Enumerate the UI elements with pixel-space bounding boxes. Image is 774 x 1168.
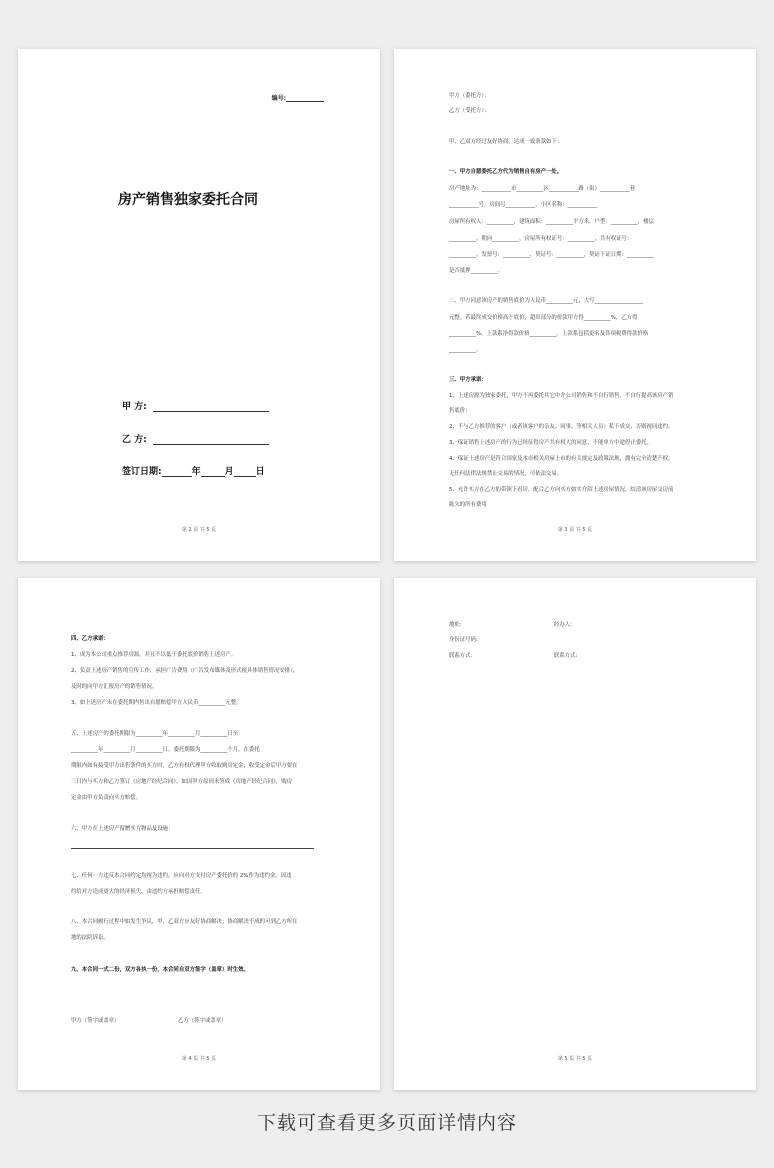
blank-line xyxy=(71,848,314,849)
page-number: 第 4 页 共 5 页 xyxy=(181,1056,217,1062)
contract-page-contacts xyxy=(394,578,756,1090)
section-heading: 三、甲方承诺： xyxy=(449,377,487,383)
text-line: 2、不与乙方推荐的客户（或者该客户的亲友、同事、等相关人员）私下成交，否则视同违约。 xyxy=(449,424,674,430)
text-line: 八、本合同履行过程中如发生争议，甲、乙双方应友好协商解决；协商解决不成的可到乙方所在 xyxy=(71,919,298,925)
section-heading: 一、甲方自愿委托乙方代为销售自有房产一处。 xyxy=(449,169,563,175)
contact-label-b: 联系方式: xyxy=(554,653,578,659)
signature-label-b: 乙方（签字或盖章） xyxy=(178,1018,227,1024)
text-line: ___________号，房间号___________，小区名称：___________ xyxy=(449,202,598,208)
text-line: 地的法院诉讼。 xyxy=(71,935,109,941)
text-line: 4、保证上述房产是符合国家及本市相关房屋上市的有关规定及政策法规，拥有完全清楚产权， xyxy=(449,456,674,462)
contract-page-terms-2 xyxy=(18,578,380,1090)
text-line: 七、任何一方违反本合同约定均视为违约，应向对方支付房产委托价的 2%作为违约金。因违 xyxy=(71,873,292,879)
agent-label: 经办人: xyxy=(554,622,572,628)
contract-page-terms-1 xyxy=(394,49,756,561)
text-line: 二、甲方同意该房产的销售底价为人民币__________元，大写__________________ xyxy=(449,298,644,304)
text-line: 1、上述房源为独家委托，甲方不再委托其它中介公司销售和不自行销售，不自行提高该房产销 xyxy=(449,393,674,399)
signature-label-a: 甲方（签字或盖章） xyxy=(71,1018,120,1024)
text-line: 期限内如有接受甲方出售条件的买方时，乙方有权代理甲方收取购房定金，收受定金后甲方要在 xyxy=(71,763,298,769)
address-label: 地址: xyxy=(449,622,462,628)
text-line: __________年__________月__________日。委托期限为__________个月。在委托 xyxy=(71,747,260,753)
text-line: 无任何法律法规禁止交易的情况，可依法交易。 xyxy=(449,471,563,477)
text-line: __________。 xyxy=(449,347,482,353)
sign-date-field: 签订日期: 年 月 日 xyxy=(122,467,265,477)
text-line: 3、如上述房产未在委托期内售出自愿赔偿甲方人民币__________元整。 xyxy=(71,700,242,706)
text-line: 约给对方造成更大的经济损失，由违约方承担赔偿责任。 xyxy=(71,889,206,895)
text-line: 元整。若最终成交价格高于底价，超出部分的价款甲方得__________%，乙方得 xyxy=(449,315,638,321)
contract-title: 房产销售独家委托合同 xyxy=(118,192,258,208)
text-line: 乙方（受托方）： xyxy=(449,108,490,114)
text-line: 甲方（委托方）： xyxy=(449,93,490,99)
party-a-field: 甲 方: xyxy=(122,399,269,412)
text-line: 五、上述房产的委托期限为__________年__________月__________日至 xyxy=(71,731,239,737)
text-line: 及时的向甲方汇报房产的销售情况。 xyxy=(71,684,158,690)
contact-label-a: 联系方式: xyxy=(449,653,473,659)
contract-number-field: 编号: xyxy=(272,93,324,102)
text-line: 定金由甲方负责向买方赔偿。 xyxy=(71,795,142,801)
text-line: 房产地址为：___________市__________区___________路（街）___________巷 xyxy=(449,186,635,192)
contract-cover-page xyxy=(18,49,380,561)
page-number: 第 5 页 共 5 页 xyxy=(557,1056,593,1062)
text-line: 2、负责上述房产销售的宣传工作，承担广告费用（广告发布媒体及形式视具体销售情况安排）， xyxy=(71,668,299,674)
text-line: 3、保证销售上述房产的行为已经征得房产共有权人的同意，不能单方中途停止委托。 xyxy=(449,440,652,446)
text-line: __________，发票号：__________，契证号：__________，契证下证日期：__________ xyxy=(449,252,654,258)
text-line: 甲、乙双方经过友好协商，达成一致条款如下： xyxy=(449,139,563,145)
page-number: 第 3 页 共 5 页 xyxy=(557,527,593,533)
text-line: 售底价； xyxy=(449,408,471,414)
text-line: 是否抵押__________。 xyxy=(449,268,503,274)
id-number-label: 身份证号码: xyxy=(449,637,478,643)
text-line: __________，朝向__________，房屋所有权证号：__________，共有权证号： xyxy=(449,236,633,242)
text-line: 房屋所有权人：__________，建筑面积：__________平方米，户型：__________，楼层 xyxy=(449,219,654,225)
text-line: 陈欠的所有费用 xyxy=(449,502,487,508)
page-number: 第 2 页 共 5 页 xyxy=(181,527,217,533)
section-heading: 九、本合同一式二份，双方各执一份，本合同自双方签字（盖章）时生效。 xyxy=(71,967,249,973)
party-b-field: 乙 方: xyxy=(122,432,269,445)
download-prompt-text: 下载可查看更多页面详情内容 xyxy=(256,1112,517,1134)
text-line: 1、成为本公司重点推荐房源，并且不以低于委托底价销售上述房产。 xyxy=(71,652,237,658)
text-line: __________%。上款系净得款价格__________。上款系包括更名及各项税费得款价格 xyxy=(449,331,649,337)
text-line: 六、甲方在上述房产留赠买方物品及设施： xyxy=(71,826,174,832)
section-heading: 四、乙方承诺： xyxy=(71,636,109,642)
text-line: 三日内与买方和乙方签订《房地产经纪合同》，如因甲方原因未签成《房地产经纪合同》，购房 xyxy=(71,779,293,785)
text-line: 5、允许买方在乙方的带领下看房，配合乙方向买方如实介绍上述房屋情况，结清该房屋交房前 xyxy=(449,487,674,493)
